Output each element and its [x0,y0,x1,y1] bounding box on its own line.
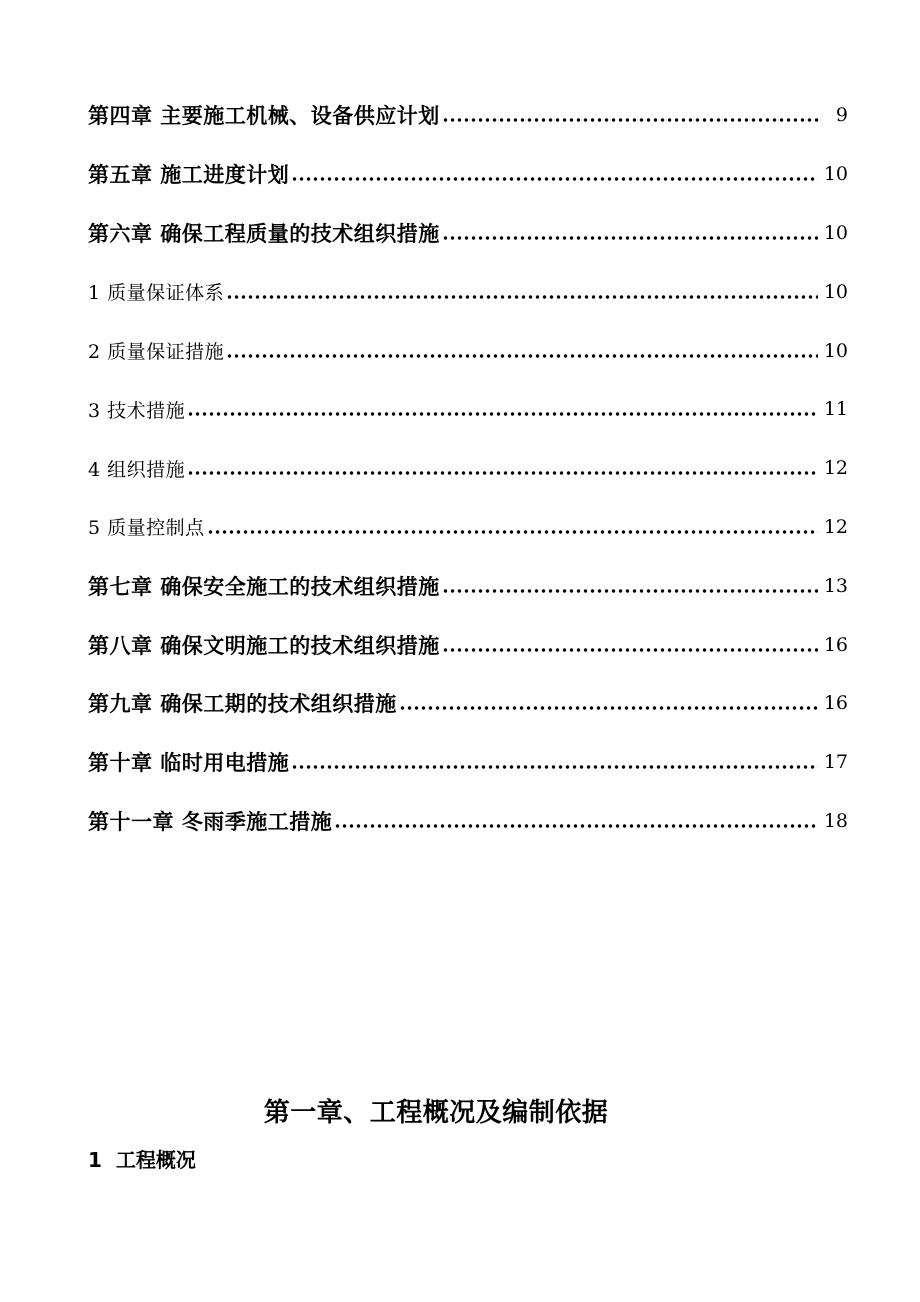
toc-entry[interactable] [88,262,848,321]
toc-entry[interactable] [88,556,848,615]
toc-entry-page: 10 [823,163,848,186]
toc-leader-dots [187,471,818,475]
toc-leader-dots [442,236,818,240]
toc-leader-dots [187,412,818,416]
toc-entry-page: 16 [823,633,848,656]
toc-entry-page: 9 [835,104,848,127]
toc-entry[interactable] [88,204,848,263]
toc-entry-title: 第八章 确保文明施工的技术组织措施 [88,633,440,658]
toc-leader-dots [291,177,818,181]
toc-leader-dots [226,354,818,358]
toc-entry-title: 4 组织措施 [88,458,186,481]
toc-entry[interactable] [88,86,848,145]
toc-entry-page: 13 [823,574,848,597]
toc-entry[interactable] [88,321,848,380]
toc-entry-title: 第七章 确保安全施工的技术组织措施 [88,574,440,599]
toc-entry-title: 第五章 施工进度计划 [88,163,290,188]
toc-entry-page: 11 [823,398,848,421]
toc-leader-dots [399,706,818,710]
toc-entry-page: 10 [823,280,848,303]
toc-leader-dots [226,295,818,299]
toc-entry-title: 第六章 确保工程质量的技术组织措施 [88,221,440,246]
toc-entry-title: 1 质量保证体系 [88,282,225,305]
toc-leader-dots [207,530,818,534]
toc-entry[interactable] [88,733,848,792]
toc-entry-title: 第九章 确保工期的技术组织措施 [88,692,397,717]
toc-leader-dots [291,765,818,769]
toc-entry-title: 5 质量控制点 [88,517,205,540]
toc-entry[interactable] [88,145,848,204]
toc-entry[interactable] [88,380,848,439]
toc-entry-title: 第四章 主要施工机械、设备供应计划 [88,104,440,129]
toc-leader-dots [442,118,822,122]
toc-entry-page: 12 [823,515,848,538]
toc-entry[interactable] [88,674,848,733]
toc-entry-page: 17 [823,751,848,774]
toc-leader-dots [334,824,818,828]
toc-leader-dots [442,589,818,593]
toc-entry-title: 3 技术措施 [88,399,186,422]
toc-leader-dots [442,648,818,652]
toc-entry-title: 2 质量保证措施 [88,341,225,364]
toc-entry[interactable] [88,498,848,557]
toc-entry-page: 10 [823,339,848,362]
chapter-heading: 第一章、工程概况及编制依据 [263,1098,609,1128]
toc-entry-page: 18 [823,809,848,832]
toc-entry-page: 10 [823,221,848,244]
toc-entry-title: 第十一章 冬雨季施工措施 [88,809,333,834]
toc-entry-page: 16 [823,692,848,715]
toc-entry-title: 第十章 临时用电措施 [88,751,290,776]
toc-entry[interactable] [88,792,848,851]
toc-entry-page: 12 [823,457,848,480]
table-of-contents [88,86,848,850]
toc-entry[interactable] [88,615,848,674]
toc-entry[interactable] [88,439,848,498]
section-heading: 1 工程概况 [88,1148,196,1172]
